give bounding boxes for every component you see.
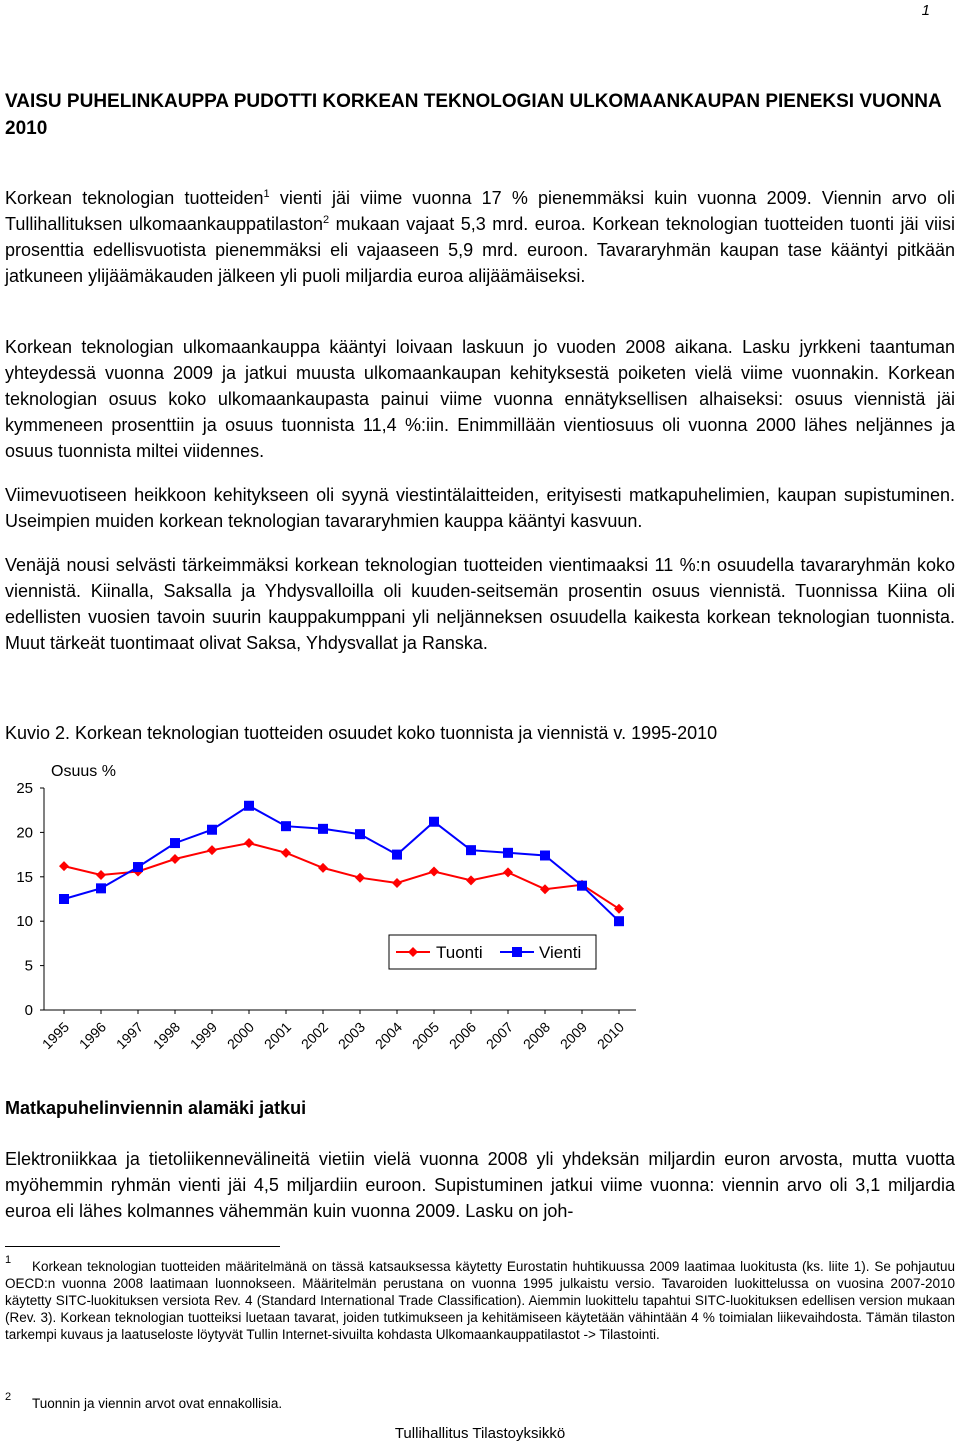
paragraph-mobile-exports: Elektroniikkaa ja tietoliikennevälineitä vietiin vielä vuonna 2008 yli yhdeksän miljardin euron arvosta, mutta vuotta myöhemmin ryhmän vienti jäi 4,5 miljardiin euroon. Supistuminen jatkui viime vuonna: viennin arvo oli 3,1 miljardia euroa eli lähes kolmannes vähemmän kuin vuonna 2009. Lasku on joh-	[5, 1149, 955, 1221]
chart-series	[59, 801, 624, 926]
data-point-tuonti	[59, 861, 69, 871]
legend-marker-vienti	[512, 947, 522, 957]
data-point-vienti	[281, 821, 291, 831]
x-tick-label: 2001	[260, 1018, 295, 1053]
data-point-tuonti	[392, 878, 402, 888]
data-point-tuonti	[466, 875, 476, 885]
data-point-vienti	[503, 848, 513, 858]
footnote-mark: 1	[5, 1254, 12, 1266]
data-point-vienti	[466, 845, 476, 855]
x-tick-label: 2005	[408, 1018, 443, 1053]
x-tick-label: 2002	[297, 1018, 332, 1053]
data-point-vienti	[540, 850, 550, 860]
data-point-vienti	[133, 862, 143, 872]
text-run: mukaan vajaat 5,3 mrd. euroa. Korkean teknologian tuotteiden tuonti jäi viisi prosenttia edellisvuotista pienemmäksi eli vajaaseen 5,9 mrd. euroon. Tavararyhmän kaupan tase kääntyi pitkään jatkuneen ylijäämäkauden jälkeen yli puoli miljardia euroa alijäämäiseksi.	[5, 214, 955, 286]
y-axis-ticks	[16, 780, 44, 1019]
data-point-vienti	[355, 829, 365, 839]
x-tick-label: 2004	[371, 1018, 406, 1053]
y-tick-label: 20	[16, 824, 33, 842]
footnote-1	[5, 1254, 955, 1343]
y-axis-label: Osuus %	[51, 763, 116, 780]
text-run: Korkean teknologian tuotteiden	[5, 188, 264, 208]
x-tick-label: 2003	[334, 1018, 369, 1053]
x-tick-label: 2009	[556, 1018, 591, 1053]
data-point-vienti	[577, 881, 587, 891]
data-point-tuonti	[614, 904, 624, 914]
y-tick-label: 0	[24, 1002, 33, 1019]
data-point-tuonti	[170, 854, 180, 864]
data-point-tuonti	[318, 863, 328, 873]
series-line-vienti	[64, 806, 619, 921]
data-point-tuonti	[429, 866, 439, 876]
y-tick-label: 25	[16, 780, 33, 797]
chart-legend	[389, 935, 596, 969]
figure-caption: Kuvio 2. Korkean teknologian tuotteiden osuudet koko tuonnista ja viennistä v. 1995-2010	[5, 723, 718, 743]
footnote-2	[5, 1391, 955, 1412]
y-tick-label: 10	[16, 913, 33, 931]
data-point-vienti	[170, 838, 180, 848]
data-point-tuonti	[244, 838, 254, 848]
x-tick-label: 2010	[593, 1018, 628, 1053]
data-point-tuonti	[207, 845, 217, 855]
y-tick-label: 5	[24, 957, 33, 975]
data-point-tuonti	[503, 867, 513, 877]
footnote-ref-1[interactable]: 1	[263, 188, 270, 200]
text-run: vienti jäi viime vuonna 17 % pienemmäksi kuin vuonna 2009. Viennin arvo oli Tullihallituksen ulkomaankauppatilaston	[5, 188, 956, 234]
paragraph-countries: Venäjä nousi selvästi tärkeimmäksi korkean teknologian tuotteiden vientimaaksi 11 %:n osuudella tavararyhmän koko viennistä. Kiinalla, Saksalla ja Yhdysvalloilla oli kuuden-seitsemän prosentin osuus viennistä. Tuonnissa Kiina oli edellisten vuosien tavoin suurin kauppakumppani yli neljänneksen osuudella kaikesta korkean teknologian tuonnista. Muut tärkeät tuontimaat olivat Saksa, Yhdysvallat ja Ranska.	[5, 555, 955, 653]
x-tick-label: 2000	[223, 1018, 258, 1053]
section-heading: Matkapuhelinviennin alamäki jatkui	[5, 1098, 307, 1118]
series-line-tuonti	[64, 843, 619, 909]
y-tick-label: 15	[16, 868, 33, 886]
paragraph-decline: Korkean teknologian ulkomaankauppa kääntyi loivaan laskuun jo vuoden 2008 aikana. Lasku jyrkkeni taantuman yhteydessä vuonna 2009 ja jatkui muusta ulkomaankaupan kehityksestä poiketen vielä viime vuonnakin. Korkean teknologian osuus koko ulkomaankaupasta painui viime vuonna ennätyksellisen alhaiseksi: osuus viennistä jäi kymmeneen prosenttiin ja osuus tuonnista 11,4 %:iin. Enimmillään vientiosuus oli vuonna 2000 lähes neljännes ja osuus tuonnista miltei viidennes.	[5, 337, 955, 461]
footnote-text: Tuonnin ja viennin arvot ovat ennakollisia.	[32, 1396, 283, 1411]
data-point-vienti	[96, 883, 106, 893]
data-point-tuonti	[540, 884, 550, 894]
x-tick-label: 2006	[445, 1018, 480, 1053]
x-tick-label: 1998	[149, 1018, 184, 1053]
data-point-vienti	[207, 825, 217, 835]
data-point-vienti	[59, 894, 69, 904]
paragraph-intro	[5, 185, 955, 289]
legend-label-tuonti: Tuonti	[436, 943, 483, 962]
data-point-tuonti	[281, 848, 291, 858]
data-point-vienti	[614, 916, 624, 926]
x-tick-label: 2007	[482, 1018, 517, 1053]
data-point-tuonti	[355, 873, 365, 883]
footnote-mark: 2	[5, 1391, 12, 1403]
x-tick-label: 1997	[112, 1018, 147, 1053]
footnote-divider	[5, 1246, 280, 1247]
legend-label-vienti: Vienti	[539, 943, 582, 962]
x-axis-ticks	[39, 1010, 627, 1052]
footnote-ref-2[interactable]: 2	[323, 214, 330, 226]
x-tick-label: 2008	[519, 1018, 554, 1053]
page-number: 1	[921, 2, 930, 19]
data-point-vienti	[392, 850, 402, 860]
page-title: VAISU PUHELINKAUPPA PUDOTTI KORKEAN TEKNOLOGIAN ULKOMAANKAUPAN PIENEKSI VUONNA 2010	[5, 91, 941, 139]
data-point-vienti	[318, 824, 328, 834]
data-point-vienti	[244, 801, 254, 811]
page-footer: Tullihallitus Tilastoyksikkö	[394, 1425, 566, 1442]
x-tick-label: 1995	[38, 1018, 73, 1053]
x-tick-label: 1999	[186, 1018, 221, 1053]
line-chart	[0, 758, 960, 1078]
footnote-text: Korkean teknologian tuotteiden määritelmänä on tässä katsauksessa käytetty Eurostatin huhtikuussa 2009 laatimaa luokitusta (ks. liite 1). Se pohjautuu OECD:n vuonna 2008 laatimaan luonnokseen. Määritelmän perustana on vuonna 1995 julkaistu versio. Tavaroiden luokittelussa on vuosina 2007-2010 käytetty SITC-luokituksen versiota Rev. 4 (Standard International Trade Classification). Aiemmin luokittelu tapahtui SITC-luokituksen edellisen version mukaan (Rev. 3). Korkean teknologian tuotteiksi luetaan tavarat, joiden tutkimukseen ja kehitämiseen käytetään vähintään 4 % toimialan liikevaihdosta. Tämän tilaston tarkempi kuvaus ja laatuseloste löytyvät Tullin Internet-sivuilta kohdasta Ulkomaankauppatilastot -> Tilastointi.	[5, 1259, 955, 1342]
paragraph-reason: Viimevuotiseen heikkoon kehitykseen oli syynä viestintälaitteiden, erityisesti matkapuhelimien, kaupan supistuminen. Useimpien muiden korkean teknologian tavararyhmien kauppa kääntyi kasvuun.	[5, 485, 955, 531]
data-point-vienti	[429, 817, 439, 827]
x-tick-label: 1996	[75, 1018, 110, 1053]
data-point-tuonti	[96, 870, 106, 880]
